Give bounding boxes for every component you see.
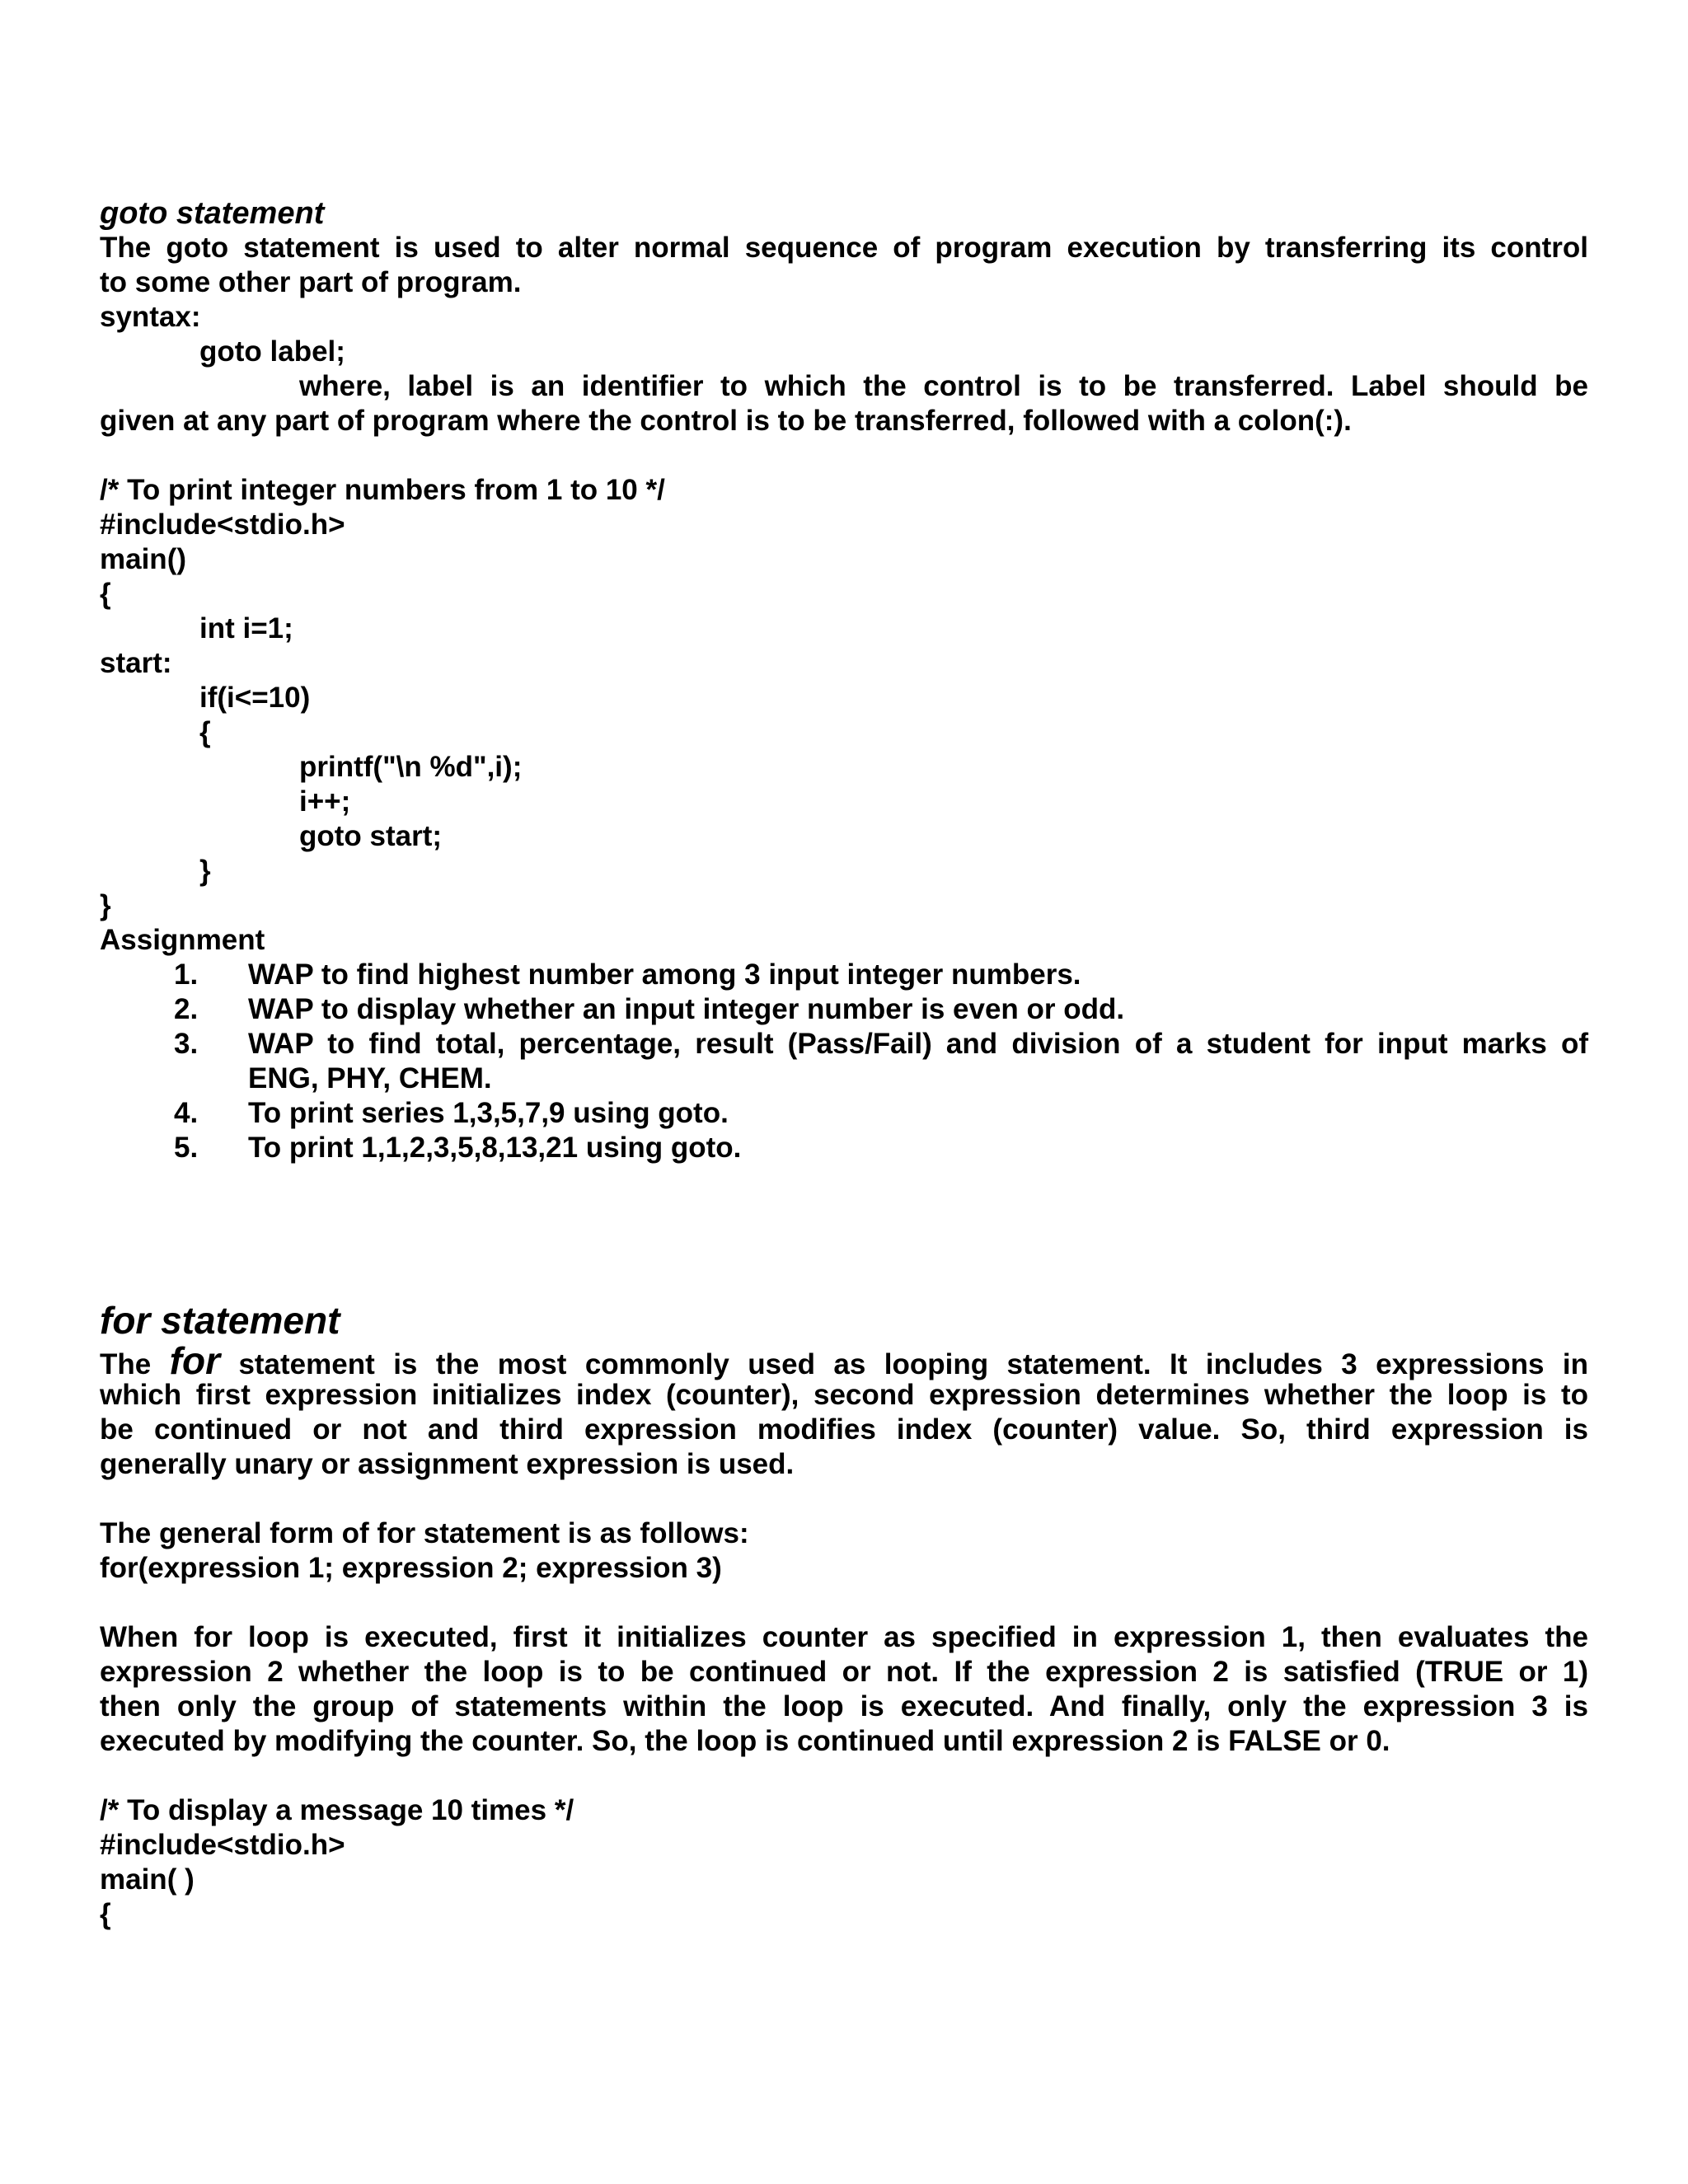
list-item-line: To print 1,1,2,3,5,8,13,21 using goto. xyxy=(248,1132,742,1164)
code-open-brace: { xyxy=(100,1898,111,1930)
code-if: if(i<=10) xyxy=(199,682,311,714)
list-item-number xyxy=(100,1096,248,1131)
exec-line-1: When for loop is executed, first it initializes counter as specified in expression 1, then evaluates the xyxy=(100,1621,1588,1653)
exec-line-2: expression 2 whether the loop is to be continued or not. If the expression 2 is satisfied (TRUE or 1) xyxy=(100,1656,1588,1688)
syntax-label: syntax: xyxy=(100,301,201,333)
syntax-code: goto label; xyxy=(199,335,345,368)
list-item-number xyxy=(100,992,248,1027)
goto-code-block xyxy=(100,473,1588,923)
list-item-text xyxy=(248,1096,1588,1131)
list-item-line: To print series 1,3,5,7,9 using goto. xyxy=(248,1097,729,1129)
list-item-line: WAP to find highest number among 3 input integer numbers. xyxy=(248,958,1081,991)
code-goto: goto start; xyxy=(299,820,443,852)
code-label: start: xyxy=(100,647,172,679)
list-item-line: ENG, PHY, CHEM. xyxy=(248,1062,492,1094)
list-item-number-text: 2. xyxy=(174,993,199,1025)
goto-heading: goto statement xyxy=(100,196,325,231)
list-item-text xyxy=(248,992,1588,1027)
list-item-text xyxy=(248,958,1588,992)
code-inner-open: { xyxy=(199,716,211,748)
list-item-number-text: 1. xyxy=(174,958,199,991)
exec-line-3: then only the group of statements within the loop is executed. And finally, only the expression 3 is xyxy=(100,1690,1588,1722)
spacer xyxy=(100,1482,1588,1516)
code-main: main( ) xyxy=(100,1863,195,1896)
where-line-1: where, label is an identifier to which the control is to be transferred. Label should be xyxy=(299,370,1588,402)
for-intro-line-1 xyxy=(100,1339,1588,1382)
list-item xyxy=(100,958,1588,992)
list-item-number xyxy=(100,1131,248,1165)
for-intro-line-2: which first expression initializes index (counter), second expression determines whether the loop is to xyxy=(100,1379,1588,1411)
code-open-brace: { xyxy=(100,578,111,610)
list-item-number-text: 3. xyxy=(174,1028,199,1060)
assignment-heading: Assignment xyxy=(100,924,265,956)
code-comment: /* To display a message 10 times */ xyxy=(100,1794,574,1826)
for-code-block xyxy=(100,1793,1588,1932)
list-item-line: WAP to find total, percentage, result (Pass/Fail) and division of a student for input marks of xyxy=(248,1028,1588,1060)
code-main: main() xyxy=(100,543,186,575)
code-inner-close: } xyxy=(199,855,211,887)
spacer xyxy=(100,1586,1588,1620)
list-item-line: WAP to display whether an input integer number is even or odd. xyxy=(248,993,1125,1025)
code-incr: i++; xyxy=(299,785,351,818)
goto-intro-line-1: The goto statement is used to alter normal sequence of program execution by transferring its control xyxy=(100,232,1588,264)
code-close-brace: } xyxy=(100,889,111,921)
list-item xyxy=(100,1096,1588,1131)
exec-line-4: executed by modifying the counter. So, the loop is continued until expression 2 is FALSE or 0. xyxy=(100,1725,1390,1757)
list-item xyxy=(100,1027,1588,1096)
list-item-text xyxy=(248,1027,1588,1096)
spacer xyxy=(100,438,1588,473)
for-intro-line-4: generally unary or assignment expression is used. xyxy=(100,1448,795,1480)
for-intro-the: The xyxy=(100,1348,152,1380)
for-keyword: for xyxy=(169,1339,220,1382)
assignment-list xyxy=(100,958,1588,1165)
document-page xyxy=(100,196,1588,1932)
code-include: #include<stdio.h> xyxy=(100,509,345,541)
list-item xyxy=(100,992,1588,1027)
spacer xyxy=(100,1165,1588,1299)
general-form-code: for(expression 1; expression 2; expression 3) xyxy=(100,1552,722,1584)
code-include: #include<stdio.h> xyxy=(100,1829,345,1861)
list-item xyxy=(100,1131,1588,1165)
where-line-2: given at any part of program where the control is to be transferred, followed with a colon(:). xyxy=(100,405,1352,437)
code-printf: printf("\n %d",i); xyxy=(299,751,523,783)
for-intro-rest: statement is the most commonly used as looping statement. It includes 3 expressions in xyxy=(238,1348,1588,1380)
list-item-number xyxy=(100,1027,248,1096)
spacer xyxy=(100,1759,1588,1793)
list-item-number-text: 5. xyxy=(174,1132,199,1164)
general-form-label: The general form of for statement is as follows: xyxy=(100,1517,749,1549)
goto-intro-line-2: to some other part of program. xyxy=(100,266,522,298)
code-comment: /* To print integer numbers from 1 to 10 */ xyxy=(100,474,665,506)
code-decl: int i=1; xyxy=(199,612,293,644)
list-item-number xyxy=(100,958,248,992)
list-item-text xyxy=(248,1131,1588,1165)
for-intro-line-3: be continued or not and third expression modifies index (counter) value. So, third expression is xyxy=(100,1413,1588,1446)
list-item-number-text: 4. xyxy=(174,1097,199,1129)
for-heading: for statement xyxy=(100,1299,340,1342)
